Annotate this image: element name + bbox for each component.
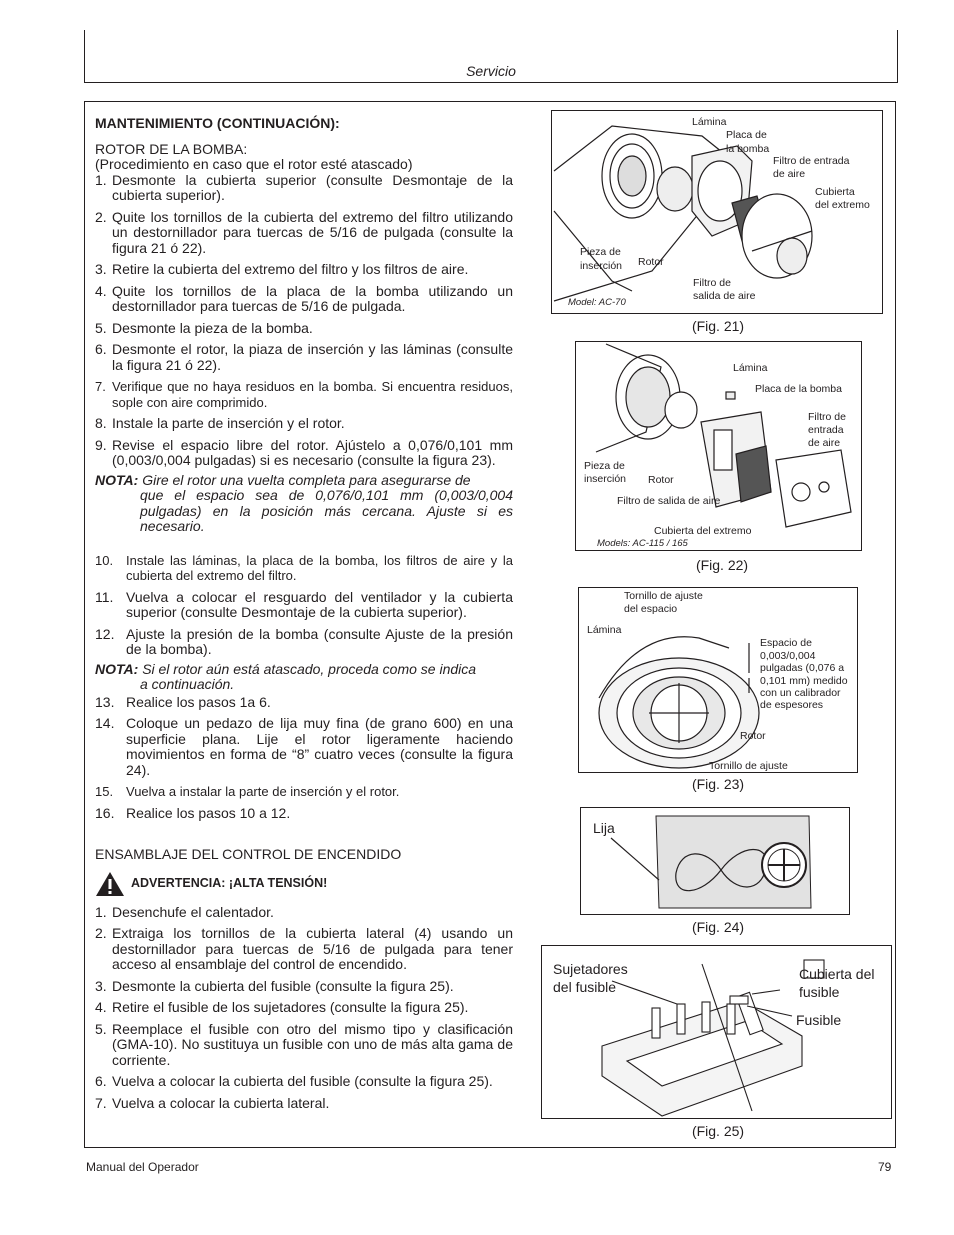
rotor-steps-3 [95, 695, 513, 822]
warning [95, 871, 513, 897]
list-item: 14. Coloque un pedazo de lija muy fina (de grano 600) en una superficie plana. Lije el rotor ligeramente haciendo movimientos en forma de “8” cuatro veces (consulte la figura 24). [95, 715, 513, 778]
list-item: 8. Instale la parte de inserción y el rotor. [95, 415, 345, 431]
list-item: 1. Desenchufe el calentador. [95, 903, 274, 920]
list-item: 9. Revise el espacio libre del rotor. Ajústelo a 0,076/0,101 mm (0,003/0,004 pulgadas) si es necesario (consulte la figura 23). [95, 436, 513, 468]
figure-25: Sujetadores del fusible Cubierta del fusible Fusible [541, 945, 892, 1119]
list-item: 11. Vuelva a colocar el resguardo del ventilador y la cubierta superior (consulte Desmontaje de la cubierta superior). [95, 588, 513, 620]
section-title: Servicio [466, 63, 516, 79]
page-heading: MANTENIMIENTO (CONTINUACIÓN): [95, 115, 340, 131]
list-item: 2. Extraiga los tornillos de la cubierta lateral (4) usando un destornillador para tuercas de 5/16 de pulgada para tener acceso al ensamblaje del control de encendido. [95, 925, 513, 972]
rotor-title: ROTOR DE LA BOMBA: [95, 140, 248, 157]
list-item: 7. Verifique que no haya residuos en la bomba. Si encuentra residuos, sople con aire comprimido. [95, 379, 513, 410]
warning-icon [95, 871, 125, 897]
rotor-steps [95, 173, 513, 469]
text-column [95, 116, 513, 1117]
figure-23: Tornillo de ajuste del espacio Lámina Espacio de 0,003/0,004 pulgadas (0,076 a 0,101 mm) medido con un calibrador de espesores Rotor Tornillo de ajuste [578, 587, 858, 773]
list-item: 13. Realice los pasos 1a 6. [95, 693, 271, 710]
note-1: NOTA: Gire el rotor una vuelta completa para asegurarse de que el espacio sea de 0,076/0,101 mm (0,003/0,004 pulgadas) en la posición más cercana. Ajuste si es necesario. [95, 471, 513, 534]
figure-21: Lámina Placa de la bomba Filtro de entrada de aire Cubierta del extremo Pieza de inserción Rotor Filtro de salida de aire Model: AC-70 [551, 110, 883, 314]
control-title: ENSAMBLAJE DEL CONTROL DE ENCENDIDO [95, 846, 402, 862]
figure-23-caption: (Fig. 23) [691, 776, 745, 792]
list-item: 16. Realice los pasos 10 a 12. [95, 804, 291, 821]
sanding-illustration [581, 808, 851, 916]
list-item: 6. Desmonte el rotor, la piaza de inserción y las láminas (consulte la figura 21 ó 22). [95, 341, 513, 373]
page-header [84, 30, 898, 83]
warning-text: ADVERTENCIA: ¡ALTA TENSIÓN! [131, 875, 328, 890]
list-item: 4. Quite los tornillos de la placa de la bomba utilizando un destornillador para tuercas de 5/16 de pulgada. [95, 282, 513, 314]
control-steps [95, 905, 513, 1112]
figure-22-caption: (Fig. 22) [695, 557, 749, 573]
list-item: 6. Vuelva a colocar la cubierta del fusible (consulte la figura 25). [95, 1073, 493, 1089]
list-item: 3. Retire la cubierta del extremo del filtro y los filtros de aire. [95, 261, 469, 277]
rotor-subtitle: (Procedimiento en caso que el rotor esté atascado) [95, 156, 413, 172]
note-2: NOTA: Si el rotor aún está atascado, proceda como se indica a continuación. [95, 660, 477, 692]
note-label: NOTA: [95, 660, 139, 677]
list-item: 7. Vuelva a colocar la cubierta lateral. [95, 1094, 330, 1111]
list-item: 10. Instale las láminas, la placa de la bomba, los filtros de aire y la cubierta del extremo del filtro. [95, 552, 513, 583]
figure-24-caption: (Fig. 24) [691, 919, 745, 935]
list-item: 1. Desmonte la cubierta superior (consulte Desmontaje de la cubierta superior). [95, 171, 513, 203]
list-item: 15. Vuelva a instalar la parte de inserción y el rotor. [95, 784, 400, 799]
list-item: 2. Quite los tornillos de la cubierta del extremo del filtro utilizando un destornillador para tuercas de 5/16 de pulgada (consulte la figura 21 ó 22). [95, 208, 513, 256]
list-item: 12. Ajuste la presión de la bomba (consulte Ajuste de la presión de la bomba). [95, 625, 513, 657]
list-item: 4. Retire el fusible de los sujetadores (consulte la figura 25). [95, 999, 469, 1015]
figure-22: Lámina Placa de la bomba Filtro de entrada de aire Pieza de inserción Rotor Filtro de salida de aire Cubierta del extremo Models: AC-115 / 165 [575, 341, 862, 551]
figure-25-caption: (Fig. 25) [691, 1123, 745, 1139]
list-item: 5. Desmonte la pieza de la bomba. [95, 319, 313, 336]
note-label: NOTA: [95, 471, 139, 488]
list-item: 3. Desmonte la cubierta del fusible (consulte la figura 25). [95, 977, 454, 994]
page-number: 79 [878, 1160, 892, 1174]
footer-manual: Manual del Operador [86, 1160, 199, 1174]
rotor-steps-2 [95, 553, 513, 658]
figure-21-caption: (Fig. 21) [691, 318, 745, 334]
list-item: 5. Reemplace el fusible con otro del mismo tipo y clasificación (GMA-10). No sustituya un fusible con uno de más alta gama de corriente. [95, 1020, 513, 1068]
figure-24: Lija [580, 807, 850, 915]
